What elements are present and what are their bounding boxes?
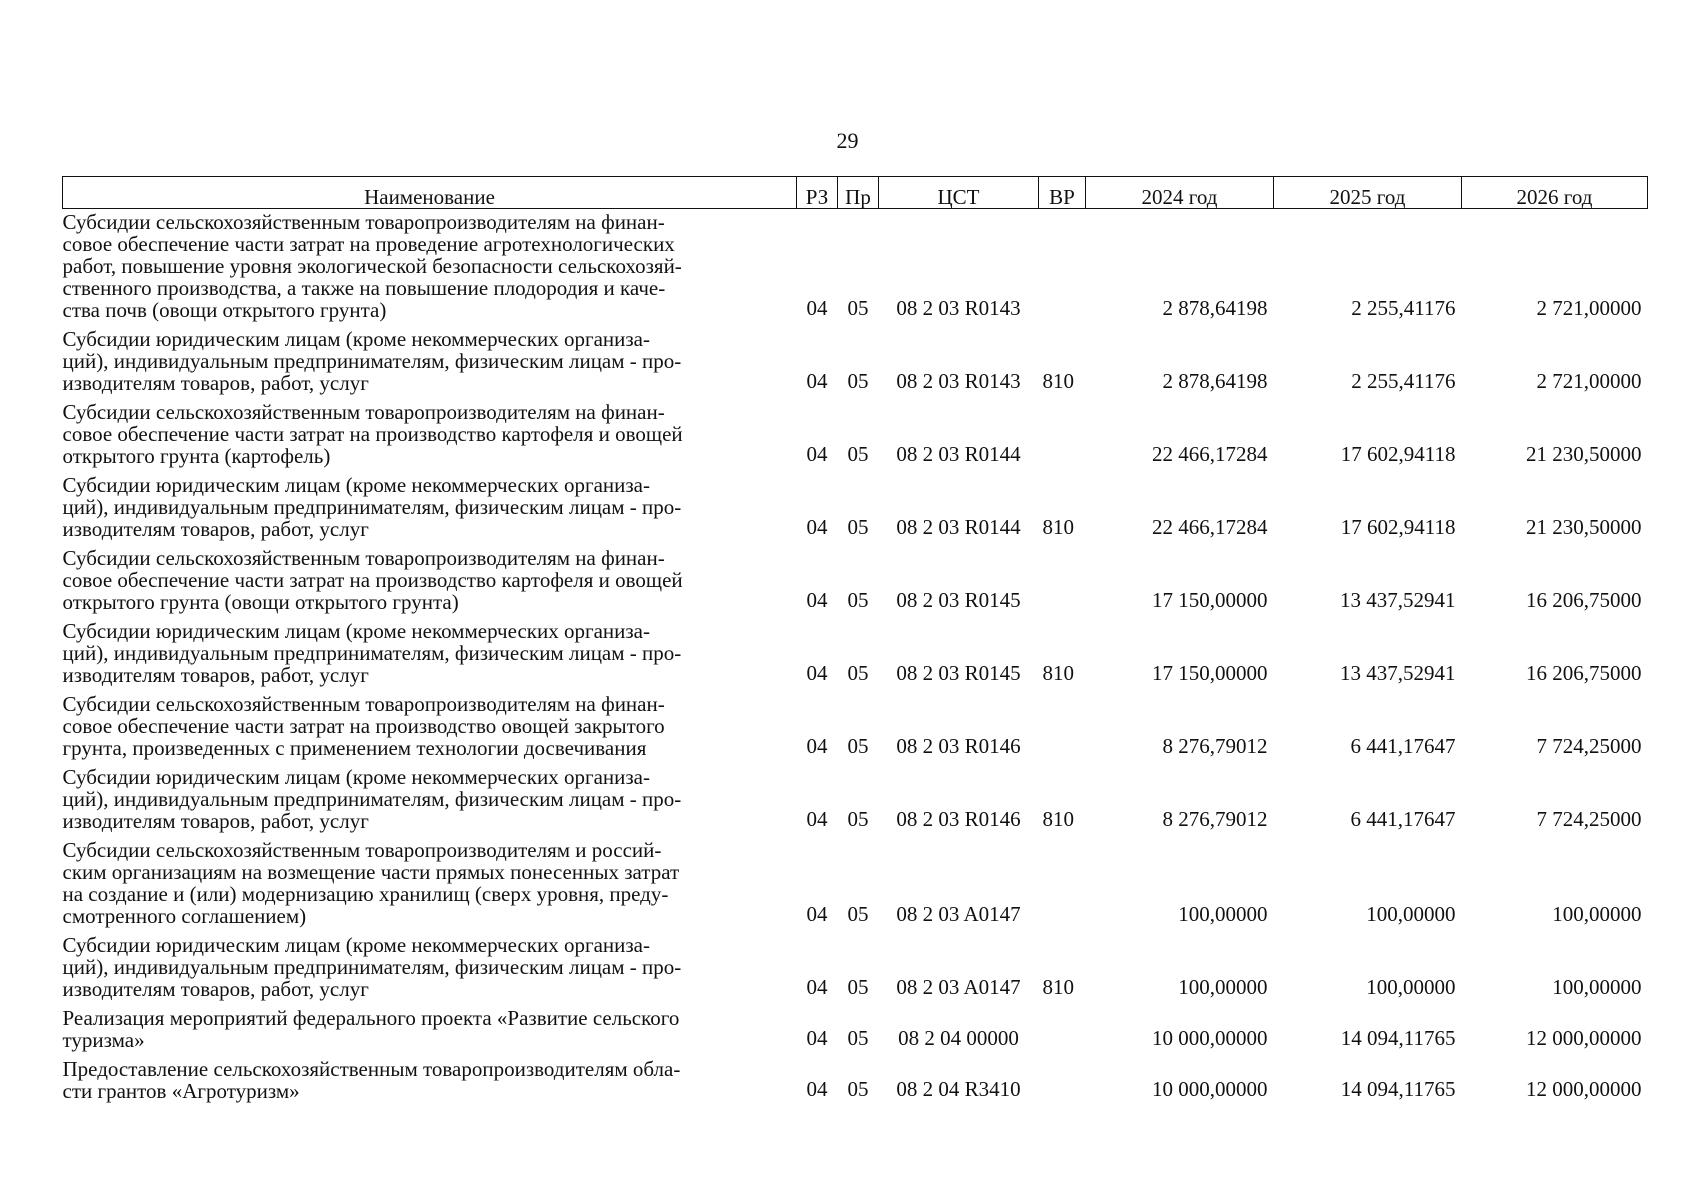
row-name: Субсидии юридическим лицам (кроме некоммерческих организа- ций), индивидуальным предпринимателям, физическим лицам - про- изводителям товаров, работ, услуг <box>62 933 682 1001</box>
row-2025: 17 602,94118 <box>1340 515 1456 539</box>
row-vr <box>1039 833 1086 928</box>
row-cst: 08 2 03 R0143 <box>896 296 1021 320</box>
header-2026: 2026 год <box>1462 177 1648 209</box>
table-row <box>63 541 1648 614</box>
row-2024: 22 466,17284 <box>1152 515 1268 539</box>
table-row <box>63 1052 1648 1103</box>
row-2025: 6 441,17647 <box>1350 807 1456 831</box>
row-pr: 05 <box>847 902 869 926</box>
row-pr: 05 <box>847 1077 869 1101</box>
row-2025: 2 255,41176 <box>1351 369 1456 393</box>
row-rz: 04 <box>806 902 828 926</box>
header-2024: 2024 год <box>1086 177 1274 209</box>
row-rz: 04 <box>806 1026 828 1050</box>
table-row <box>63 833 1648 928</box>
row-vr: 810 <box>1042 369 1074 393</box>
row-name: Субсидии сельскохозяйственным товаропроизводителям на финан- совое обеспечение части затрат на производство овощей закрытого грунта, произведенных с применением технологии досвечивания <box>62 692 665 760</box>
row-2025: 14 094,11765 <box>1340 1077 1456 1101</box>
row-cst: 08 2 03 R0144 <box>896 515 1021 539</box>
table-row <box>63 614 1648 687</box>
header-rz: РЗ <box>797 177 838 209</box>
row-rz: 04 <box>806 975 828 999</box>
row-name: Субсидии сельскохозяйственным товаропроизводителям на финан- совое обеспечение части затрат на производство картофеля и овощей открытого грунта (овощи открытого грунта) <box>62 546 683 614</box>
row-pr: 05 <box>847 442 869 466</box>
row-name: Субсидии сельскохозяйственным товаропроизводителям на финан- совое обеспечение части затрат на производство картофеля и овощей открытого грунта (картофель) <box>62 400 683 468</box>
row-name: Предоставление сельскохозяйственным товаропроизводителям обла- сти грантов «Агротуризм» <box>62 1057 681 1103</box>
row-vr <box>1039 395 1086 468</box>
header-pr: Пр <box>838 177 879 209</box>
row-name: Субсидии юридическим лицам (кроме некоммерческих организа- ций), индивидуальным предпринимателям, физическим лицам - про- изводителям товаров, работ, услуг <box>62 327 682 395</box>
row-2025: 14 094,11765 <box>1340 1026 1456 1050</box>
row-rz: 04 <box>806 807 828 831</box>
row-vr: 810 <box>1042 661 1074 685</box>
header-cst: ЦСТ <box>879 177 1039 209</box>
row-2024: 8 276,79012 <box>1162 734 1268 758</box>
row-2025: 13 437,52941 <box>1340 661 1456 685</box>
row-2024: 2 878,64198 <box>1162 296 1268 320</box>
row-2026: 100,00000 <box>1552 902 1642 926</box>
row-2024: 17 150,00000 <box>1152 661 1268 685</box>
row-2024: 10 000,00000 <box>1152 1077 1268 1101</box>
row-2026: 7 724,25000 <box>1536 734 1642 758</box>
row-2024: 2 878,64198 <box>1162 369 1268 393</box>
row-vr <box>1039 687 1086 760</box>
row-vr: 810 <box>1042 515 1074 539</box>
row-2026: 100,00000 <box>1552 975 1642 999</box>
row-2026: 12 000,00000 <box>1526 1077 1642 1101</box>
row-name: Субсидии сельскохозяйственным товаропроизводителям на финан- совое обеспечение части затрат на проведение агротехнологических работ, повышение уровня экологической безопасности сельскохозяй- ственного производства, а также на повышение плодородия и каче- ства почв (овощи открытого грунта) <box>62 210 682 322</box>
row-rz: 04 <box>806 661 828 685</box>
row-pr: 05 <box>847 296 869 320</box>
row-pr: 05 <box>847 975 869 999</box>
table-row <box>63 687 1648 760</box>
table-row <box>63 322 1648 395</box>
row-pr: 05 <box>847 588 869 612</box>
row-2026: 16 206,75000 <box>1526 661 1642 685</box>
row-rz: 04 <box>806 442 828 466</box>
row-cst: 08 2 03 A0147 <box>896 902 1021 926</box>
row-cst: 08 2 04 R3410 <box>896 1077 1021 1101</box>
header-vr: ВР <box>1039 177 1086 209</box>
row-pr: 05 <box>847 734 869 758</box>
row-2025: 17 602,94118 <box>1340 442 1456 466</box>
row-name: Реализация мероприятий федерального проекта «Развитие сельского туризма» <box>62 1006 680 1052</box>
row-2026: 21 230,50000 <box>1526 515 1642 539</box>
row-cst: 08 2 03 R0145 <box>896 661 1021 685</box>
row-2026: 12 000,00000 <box>1526 1026 1642 1050</box>
table-row <box>63 1001 1648 1052</box>
row-2026: 7 724,25000 <box>1536 807 1642 831</box>
row-vr <box>1039 1001 1086 1052</box>
row-rz: 04 <box>806 588 828 612</box>
row-2024: 17 150,00000 <box>1152 588 1268 612</box>
header-name: Наименование <box>63 177 797 209</box>
row-2026: 16 206,75000 <box>1526 588 1642 612</box>
row-name: Субсидии юридическим лицам (кроме некоммерческих организа- ций), индивидуальным предпринимателям, физическим лицам - про- изводителям товаров, работ, услуг <box>62 765 682 833</box>
header-2025: 2025 год <box>1274 177 1462 209</box>
row-cst: 08 2 03 R0146 <box>896 734 1021 758</box>
row-pr: 05 <box>847 369 869 393</box>
row-rz: 04 <box>806 296 828 320</box>
table-row <box>63 395 1648 468</box>
budget-table <box>62 176 1648 1103</box>
row-2026: 2 721,00000 <box>1536 296 1642 320</box>
row-2025: 100,00000 <box>1366 902 1456 926</box>
row-name: Субсидии юридическим лицам (кроме некоммерческих организа- ций), индивидуальным предпринимателям, физическим лицам - про- изводителям товаров, работ, услуг <box>62 619 682 687</box>
row-2026: 2 721,00000 <box>1536 369 1642 393</box>
row-2025: 13 437,52941 <box>1340 588 1456 612</box>
row-2024: 100,00000 <box>1178 975 1268 999</box>
row-rz: 04 <box>806 734 828 758</box>
row-rz: 04 <box>806 515 828 539</box>
table-row <box>63 468 1648 541</box>
row-vr: 810 <box>1042 975 1074 999</box>
row-2025: 6 441,17647 <box>1350 734 1456 758</box>
row-2024: 10 000,00000 <box>1152 1026 1268 1050</box>
row-2025: 2 255,41176 <box>1351 296 1456 320</box>
row-name: Субсидии сельскохозяйственным товаропроизводителям и россий- ским организациям на возмещение части прямых понесенных затрат на создание и (или) модернизацию хранилищ (сверх уровня, преду- смотренного соглашением) <box>62 838 680 928</box>
row-cst: 08 2 03 R0146 <box>896 807 1021 831</box>
row-name: Субсидии юридическим лицам (кроме некоммерческих организа- ций), индивидуальным предпринимателям, физическим лицам - про- изводителям товаров, работ, услуг <box>62 473 682 541</box>
row-cst: 08 2 04 00000 <box>898 1026 1019 1050</box>
row-cst: 08 2 03 A0147 <box>896 975 1021 999</box>
row-cst: 08 2 03 R0145 <box>896 588 1021 612</box>
row-cst: 08 2 03 R0143 <box>896 369 1021 393</box>
table-body <box>63 209 1648 1104</box>
table-header-row <box>63 177 1648 209</box>
row-2026: 21 230,50000 <box>1526 442 1642 466</box>
row-vr <box>1039 1052 1086 1103</box>
table-row <box>63 760 1648 833</box>
row-pr: 05 <box>847 515 869 539</box>
row-2024: 8 276,79012 <box>1162 807 1268 831</box>
row-2024: 100,00000 <box>1178 902 1268 926</box>
row-rz: 04 <box>806 369 828 393</box>
row-2024: 22 466,17284 <box>1152 442 1268 466</box>
table-row <box>63 209 1648 323</box>
row-rz: 04 <box>806 1077 828 1101</box>
row-cst: 08 2 03 R0144 <box>896 442 1021 466</box>
row-pr: 05 <box>847 661 869 685</box>
table-row <box>63 928 1648 1001</box>
row-pr: 05 <box>847 1026 869 1050</box>
row-vr <box>1039 541 1086 614</box>
row-2025: 100,00000 <box>1366 975 1456 999</box>
row-vr: 810 <box>1042 807 1074 831</box>
page-number: 29 <box>836 128 859 153</box>
row-vr <box>1039 209 1086 323</box>
row-pr: 05 <box>847 807 869 831</box>
